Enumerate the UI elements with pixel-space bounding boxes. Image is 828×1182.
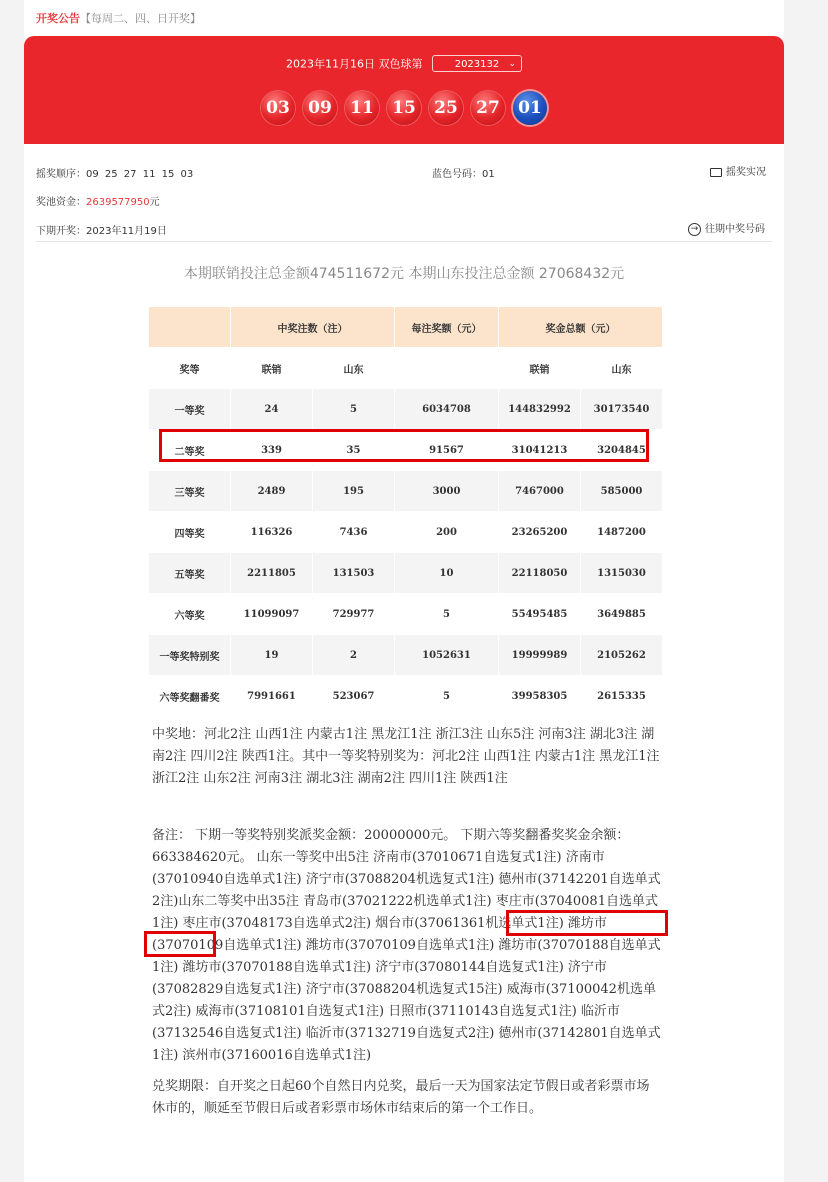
cell: 39958305 <box>499 676 581 717</box>
table-header-shandong: 山东 <box>313 348 395 389</box>
cell: 31041213 <box>499 430 581 471</box>
table-header-empty <box>149 307 231 348</box>
cell: 2 <box>313 635 395 676</box>
ball-row <box>24 91 784 125</box>
remarks: 备注： 下期一等奖特别奖派奖金额：20000000元。 下期六等奖翻番奖奖金余额：663384620元。 山东一等奖中出5注 济南市(37010671自选复式1注) 济南市(37010940自选单式1注) 济宁市(37088204机选复式1注) 德州市(37142201自选单式2注)山东二等奖中出35注 青岛市(37021222机选单式1注) 枣庄市(37040081自选单式1注) 枣庄市(37048173自选单式2注) 烟台市(37061361机选单式1注) 潍坊市(37070109自选单式1注) 潍坊市(37070109自选单式1注) 潍坊市(37070188自选单式1注) 潍坊市(37070188自选单式1注) 济宁市(37080144自选复式1注) 济宁市(37082829自选复式1注) 济宁市(37088204机选复式15注) 威海市(37100042机选单式2注) 威海市(37108101自选复式1注) 日照市(37110143自选复式1注) 临沂市(37132546自选复式1注) 临沂市(37132719自选复式2注) 德州市(37142801自选单式1注) 滨州市(37160016自选单式1注) <box>152 828 661 1063</box>
table-header-count: 中奖注数（注） <box>231 307 395 348</box>
draw-order <box>36 165 193 180</box>
cell-level: 二等奖 <box>149 430 231 471</box>
live-draw-link[interactable] <box>710 163 766 178</box>
table-row <box>149 389 663 430</box>
cell: 7467000 <box>499 471 581 512</box>
cell: 2105262 <box>581 635 663 676</box>
cell: 1052631 <box>395 635 499 676</box>
cell-level: 六等奖翻番奖 <box>149 676 231 717</box>
cell: 144832992 <box>499 389 581 430</box>
redemption-deadline: 兑奖期限：自开奖之日起60个自然日内兑奖，最后一天为国家法定节假日或者彩票市场休市的，顺延至节假日后或者彩票市场休市结束后的第一个工作日。 <box>152 1079 650 1116</box>
red-ball: 27 <box>471 91 505 125</box>
table-header-each: 每注奖额（元） <box>395 307 499 348</box>
cell: 5 <box>395 594 499 635</box>
cell-level: 四等奖 <box>149 512 231 553</box>
blue-ball: 01 <box>513 91 547 125</box>
cell: 200 <box>395 512 499 553</box>
next-draw <box>36 222 167 237</box>
draw-date-line <box>24 55 784 72</box>
history-link[interactable] <box>688 220 765 236</box>
blue-number <box>432 165 495 180</box>
cell: 55495485 <box>499 594 581 635</box>
blue-number-value: 01 <box>482 169 495 180</box>
cell: 91567 <box>395 430 499 471</box>
cell: 5 <box>395 676 499 717</box>
table-row <box>149 512 663 553</box>
live-draw-label: 摇奖实况 <box>726 167 766 178</box>
cell-level: 一等奖特别奖 <box>149 635 231 676</box>
highlight-box-yantai-cont <box>144 931 216 957</box>
history-label: 往期中奖号码 <box>705 224 765 235</box>
highlight-box-second-prize <box>159 429 649 462</box>
cell: 3000 <box>395 471 499 512</box>
cell: 2211805 <box>231 553 313 594</box>
cell: 3204845 <box>581 430 663 471</box>
cell: 10 <box>395 553 499 594</box>
cell: 585000 <box>581 471 663 512</box>
cell: 19 <box>231 635 313 676</box>
cell-level: 五等奖 <box>149 553 231 594</box>
notice-label: 开奖公告 <box>36 12 80 25</box>
red-ball: 11 <box>345 91 379 125</box>
cell: 6034708 <box>395 389 499 430</box>
cell: 35 <box>313 430 395 471</box>
table-header-blank <box>395 348 499 389</box>
issue-select[interactable] <box>432 55 522 72</box>
prize-pool-value: 2639577950 <box>86 197 150 208</box>
prize-pool <box>36 193 160 208</box>
cell-level: 六等奖 <box>149 594 231 635</box>
arrow-right-circle-icon: → <box>688 223 701 236</box>
draw-result-banner <box>24 36 784 144</box>
red-ball: 09 <box>303 91 337 125</box>
cell-level: 三等奖 <box>149 471 231 512</box>
draw-order-label: 摇奖顺序： <box>36 169 86 180</box>
prize-pool-unit: 元 <box>149 197 160 208</box>
notice-schedule: 【每周二、四、日开奖】 <box>80 12 201 25</box>
highlight-box-yantai <box>506 910 668 936</box>
red-ball: 25 <box>429 91 463 125</box>
red-ball: 03 <box>261 91 295 125</box>
cell: 19999989 <box>499 635 581 676</box>
table-row <box>149 635 663 676</box>
cell: 3649885 <box>581 594 663 635</box>
cell: 1315030 <box>581 553 663 594</box>
cell: 22118050 <box>499 553 581 594</box>
cell: 2615335 <box>581 676 663 717</box>
chevron-down-icon: ⌄ <box>508 59 516 69</box>
cell: 339 <box>231 430 313 471</box>
table-header-shandong-total: 山东 <box>581 348 663 389</box>
issue-value: 2023132 <box>454 59 500 70</box>
cell: 7436 <box>313 512 395 553</box>
draw-order-value: 09 25 27 11 15 03 <box>86 169 194 180</box>
cell: 30173540 <box>581 389 663 430</box>
table-row <box>149 553 663 594</box>
cell-level: 一等奖 <box>149 389 231 430</box>
table-header-lianxiao: 联销 <box>231 348 313 389</box>
cell: 729977 <box>313 594 395 635</box>
cell: 23265200 <box>499 512 581 553</box>
draw-notice <box>36 10 201 26</box>
winning-regions: 中奖地：河北2注 山西1注 内蒙古1注 黑龙江1注 浙江3注 山东5注 河南3注 湖北3注 湖南2注 四川2注 陕西1注。其中一等奖特别奖为：河北2注 山西1注 内蒙古1注 黑龙江1注 浙江2注 山东2注 河南3注 湖北3注 湖南2注 四川1注 陕西1注 <box>152 727 660 786</box>
cell: 195 <box>313 471 395 512</box>
cell: 116326 <box>231 512 313 553</box>
table-header-total: 奖金总额（元） <box>499 307 663 348</box>
table-subheader-row <box>149 348 663 389</box>
cell: 1487200 <box>581 512 663 553</box>
prize-pool-label: 奖池资金： <box>36 197 86 208</box>
cell: 2489 <box>231 471 313 512</box>
table-row <box>149 594 663 635</box>
page <box>24 0 784 1182</box>
cell: 11099097 <box>231 594 313 635</box>
table-header-level: 奖等 <box>149 348 231 389</box>
table-header-lianxiao-total: 联销 <box>499 348 581 389</box>
blue-number-label: 蓝色号码： <box>432 169 482 180</box>
draw-date: 2023年11月16日 双色球第 <box>286 57 423 71</box>
red-ball: 15 <box>387 91 421 125</box>
cell: 523067 <box>313 676 395 717</box>
cell: 7991661 <box>231 676 313 717</box>
next-draw-label: 下期开奖： <box>36 226 86 237</box>
table-header-row <box>149 307 663 348</box>
cell: 24 <box>231 389 313 430</box>
next-draw-value: 2023年11月19日 <box>86 226 167 237</box>
divider <box>36 241 772 242</box>
sales-summary: 本期联销投注总金额474511672元 本期山东投注总金额 27068432元 <box>183 266 625 282</box>
table-row <box>149 676 663 717</box>
table-row <box>149 471 663 512</box>
cell: 5 <box>313 389 395 430</box>
cell: 131503 <box>313 553 395 594</box>
monitor-icon <box>710 168 722 177</box>
prize-table <box>148 306 662 717</box>
